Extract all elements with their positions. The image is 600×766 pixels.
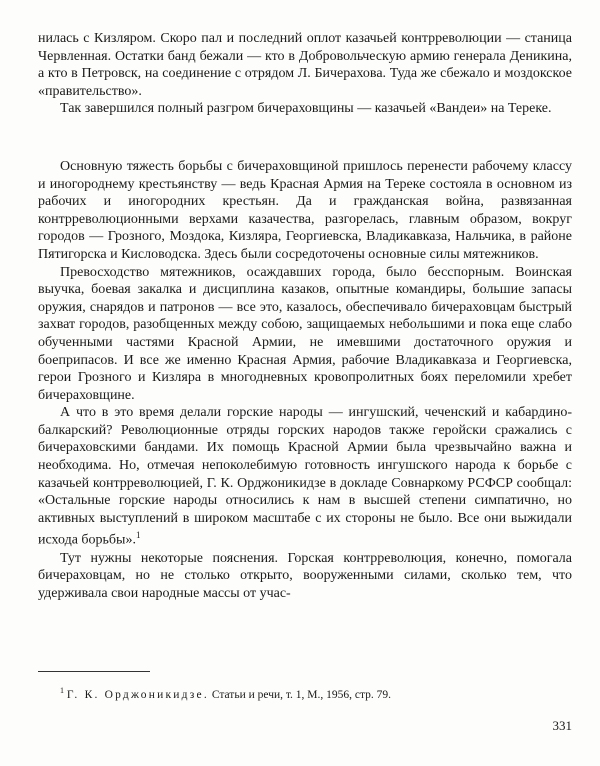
footnote-author: Г. К. Орджоникидзе. xyxy=(66,688,209,701)
footnote-divider xyxy=(38,671,150,672)
paragraph-1: нилась с Кизляром. Скоро пал и последний оплот казачьей контрреволюции — станица Червленная. Остатки банд бежали — кто в Добровольческую армию генерала Деникина, а кто в Петровск, на соединение с отрядом Л. Бичерахова. Туда же сбежало и моздокское «правительство». xyxy=(38,31,572,99)
main-text xyxy=(38,30,572,602)
footnote-citation: Статьи и речи, т. 1, М., 1956, стр. 79. xyxy=(211,688,392,701)
paragraph-4: Превосходство мятежников, осаждавших города, было бесспорным. Воинская выучка, боевая закалка и дисциплина казаков, опытные командиры, большие запасы оружия, снарядов и патронов — все это, казалось, обеспечивало бичераховцам быстрый захват городов, разобщенных между собою, защищаемых небольшими и пока еще слабо обученными частями Красной Армии, не имевшими достаточного оружия и боеприпасов. И все же именно Красная Армия, рабочие Владикавказа и Георгиевска, герои Грозного и Кизляра в многодневных кровопролитных боях переломили хребет бичераховщине. xyxy=(38,264,572,403)
section-gap xyxy=(38,118,572,158)
page-number: 331 xyxy=(552,718,572,733)
paragraph-5-text: А что в это время делали горские народы — ингушский, чеченский и кабардино-балкарский? Революционные отряды горских народов также геройски сражались с бичераховскими бандами. Их помощь Красной Армии была чрезвычайно важна и необходима. Но, отмечая непоколебимую готовность ингушского народа к борьбе с казачьей контрреволюцией, Г. К. Орджоникидзе в докладе Совнаркому РСФСР сообщал: «Остальные горские народы относились к нам в высшей степени симпатично, но активных выступлений в широком масштабе с их стороны не было. Все они выжидали исхода борьбы». xyxy=(38,405,572,549)
paragraph-6: Тут нужны некоторые пояснения. Горская контрреволюция, конечно, помогала бичераховцам, но не столько открыто, вооруженными силами, сколько тем, что удерживала свои народные массы от учас- xyxy=(38,550,572,601)
footnote-marker: 1 xyxy=(60,686,64,695)
footnote-reference: 1 xyxy=(135,530,141,541)
footnote xyxy=(38,684,572,702)
paragraph-2: Так завершился полный разгром бичераховщины — казачьей «Вандеи» на Тереке. xyxy=(60,101,552,117)
paragraph-3: Основную тяжесть борьбы с бичераховщиной пришлось перенести рабочему классу и иногороднему крестьянству — ведь Красная Армия на Тереке состояла в основном из рабочих и иногородних крестьян. Да и гражданская война, развязанная контрреволюционными верхами казачества, разгорелась, главным образом, вокруг городов — Грозного, Моздока, Кизляра, Георгиевска, Владикавказа, Нальчика, в районе Пятигорска и Кисловодска. Здесь были сосредоточены основные силы мятежников. xyxy=(38,158,572,262)
paragraph-5 xyxy=(38,404,572,549)
